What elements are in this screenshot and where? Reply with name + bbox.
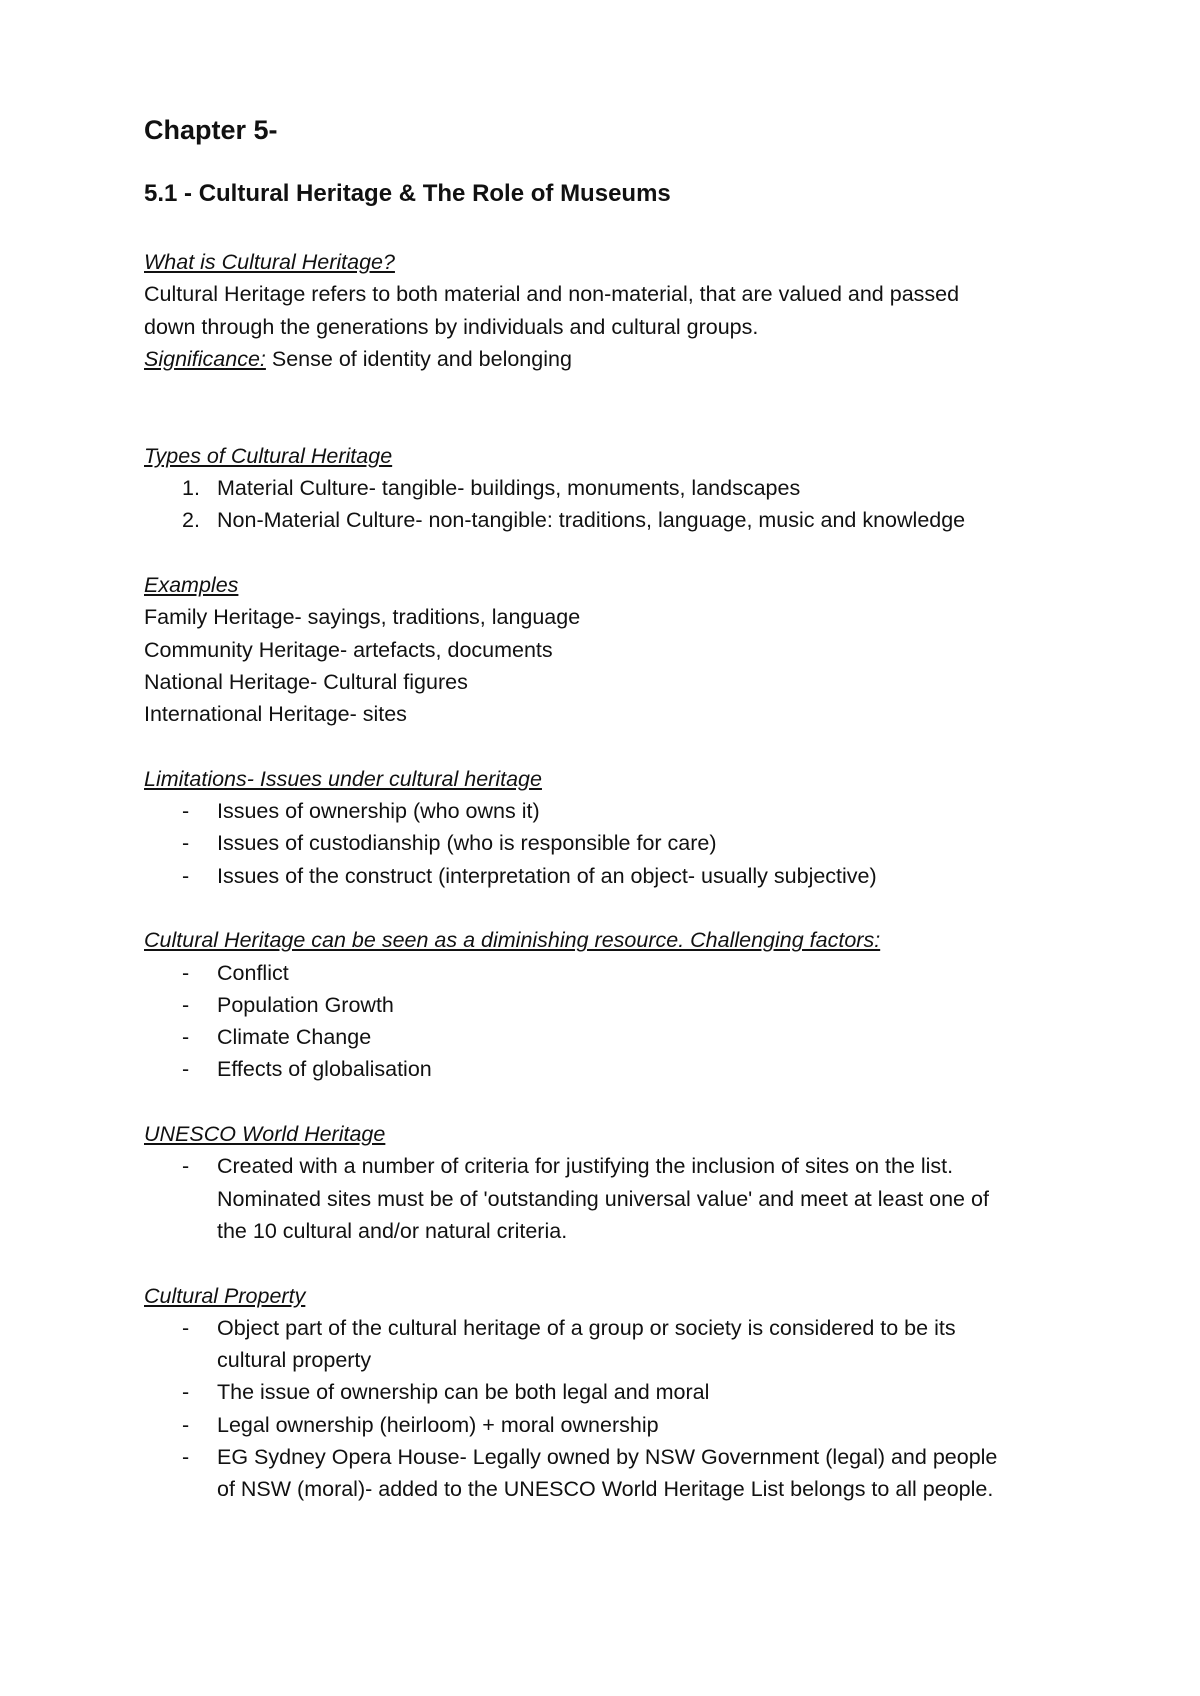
list-item-continuation — [144, 1183, 1104, 1215]
list-item — [144, 1409, 1104, 1441]
examples-heading: Examples — [144, 572, 239, 597]
list-item-text: Population Growth — [217, 992, 394, 1017]
list-item-line: The issue of ownership can be both legal and moral — [217, 1380, 710, 1405]
list-item-text: Issues of custodianship (who is responsible for care) — [217, 831, 717, 856]
list-item — [144, 1312, 1104, 1344]
list-item — [144, 989, 1104, 1021]
list-number: 1. — [182, 476, 200, 501]
list-item — [144, 504, 1104, 536]
list-item-continuation — [144, 1344, 1104, 1376]
unesco-heading: UNESCO World Heritage — [144, 1122, 386, 1147]
list-item-text: Material Culture- tangible- buildings, monuments, landscapes — [217, 476, 801, 501]
list-item-line: Legal ownership (heirloom) + moral ownership — [217, 1412, 659, 1437]
list-item-line: the 10 cultural and/or natural criteria. — [217, 1218, 568, 1243]
list-item-text: Conflict — [217, 960, 289, 985]
list-item — [144, 957, 1104, 989]
list-item-line: Object part of the cultural heritage of a group or society is considered to be its — [217, 1315, 956, 1340]
limitations-heading: Limitations- Issues under cultural heritage — [144, 766, 542, 791]
list-item — [144, 1053, 1104, 1085]
list-item — [144, 1441, 1104, 1473]
significance-label: Significance: — [144, 346, 266, 371]
spacer — [144, 892, 1104, 924]
list-item — [144, 795, 1104, 827]
dash-bullet: - — [182, 1315, 190, 1340]
spacer — [144, 1086, 1104, 1118]
list-item-text: Climate Change — [217, 1025, 372, 1050]
list-item-text: Issues of ownership (who owns it) — [217, 799, 540, 824]
list-item-continuation — [144, 1473, 1104, 1505]
list-item — [144, 472, 1104, 504]
list-item-text: Effects of globalisation — [217, 1057, 432, 1082]
dash-bullet: - — [182, 1380, 190, 1405]
spacer — [144, 214, 1104, 246]
list-item-line: of NSW (moral)- added to the UNESCO World Heritage List belongs to all people. — [217, 1477, 994, 1502]
dash-bullet: - — [182, 831, 190, 856]
example-line: National Heritage- Cultural figures — [144, 669, 468, 694]
example-line: Family Heritage- sayings, traditions, language — [144, 605, 581, 630]
property-heading: Cultural Property — [144, 1283, 306, 1308]
list-item — [144, 860, 1104, 892]
significance-line — [144, 343, 1104, 375]
spacer — [144, 375, 1104, 440]
spacer — [144, 1247, 1104, 1279]
diminishing-list — [144, 957, 1104, 1086]
property-list — [144, 1312, 1104, 1506]
what-is-line-1: Cultural Heritage refers to both material and non-material, that are valued and passed — [144, 282, 960, 307]
list-item — [144, 1021, 1104, 1053]
types-heading: Types of Cultural Heritage — [144, 443, 393, 468]
types-list — [144, 472, 1104, 537]
section-title: 5.1 - Cultural Heritage & The Role of Museums — [144, 180, 671, 207]
spacer — [144, 537, 1104, 569]
what-is-line-2: down through the generations by individuals and cultural groups. — [144, 314, 759, 339]
document-page — [144, 110, 1104, 1506]
dash-bullet: - — [182, 992, 190, 1017]
list-item — [144, 1376, 1104, 1408]
list-number: 2. — [182, 508, 200, 533]
dash-bullet: - — [182, 1154, 190, 1179]
dash-bullet: - — [182, 863, 190, 888]
example-line: International Heritage- sites — [144, 702, 407, 727]
dash-bullet: - — [182, 1057, 190, 1082]
dash-bullet: - — [182, 1444, 190, 1469]
diminishing-heading: Cultural Heritage can be seen as a diminishing resource. Challenging factors: — [144, 928, 881, 953]
what-is-heading: What is Cultural Heritage? — [144, 250, 395, 274]
significance-text: Sense of identity and belonging — [265, 346, 572, 371]
list-item — [144, 827, 1104, 859]
example-line: Community Heritage- artefacts, documents — [144, 637, 553, 662]
list-item — [144, 1150, 1104, 1182]
dash-bullet: - — [182, 960, 190, 985]
list-item-line: cultural property — [217, 1348, 372, 1373]
spacer — [144, 730, 1104, 762]
dash-bullet: - — [182, 799, 190, 824]
limitations-list — [144, 795, 1104, 892]
chapter-title: Chapter 5- — [144, 115, 278, 145]
list-item-continuation — [144, 1215, 1104, 1247]
list-item-text: Non-Material Culture- non-tangible: traditions, language, music and knowledge — [217, 508, 966, 533]
dash-bullet: - — [182, 1412, 190, 1437]
dash-bullet: - — [182, 1025, 190, 1050]
unesco-list — [144, 1150, 1104, 1247]
list-item-text: Issues of the construct (interpretation of an object- usually subjective) — [217, 863, 877, 888]
list-item-line: Created with a number of criteria for justifying the inclusion of sites on the list. — [217, 1154, 954, 1179]
list-item-line: EG Sydney Opera House- Legally owned by NSW Government (legal) and people — [217, 1444, 998, 1469]
list-item-line: Nominated sites must be of 'outstanding universal value' and meet at least one of — [217, 1186, 989, 1211]
